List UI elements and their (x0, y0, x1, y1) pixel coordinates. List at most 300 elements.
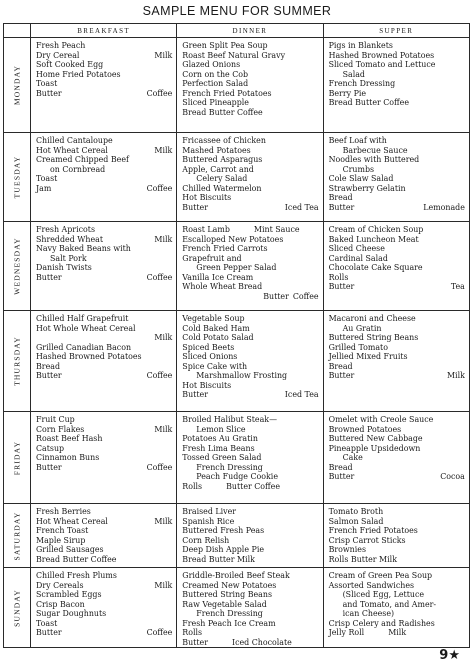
menu-item-text: and Tomato, and Amer- (342, 599, 437, 609)
menu-item (182, 79, 318, 89)
menu-item-text: (Sliced Egg, Lettuce (342, 590, 425, 600)
day-label: WEDNESDAY (12, 237, 22, 295)
menu-item (329, 581, 465, 591)
menu-item (329, 362, 465, 372)
menu-item-text: Chilled Fresh Plums (36, 571, 117, 580)
day-row-thursday (4, 311, 470, 412)
menu-item (182, 225, 318, 235)
menu-item (36, 517, 172, 527)
menu-item (329, 628, 465, 638)
menu-item (36, 536, 172, 546)
menu-item-text: French Dressing (328, 79, 396, 89)
menu-item-text: Barbecue Sauce (342, 145, 408, 155)
menu-item-text: Buttered New Cabbage (328, 434, 423, 444)
menu-item (36, 273, 172, 283)
menu-item (36, 463, 172, 473)
menu-item-text: Hot Biscuits (182, 193, 232, 203)
menu-item-beverage: Mint Sauce (253, 225, 300, 234)
dinner-cell (177, 311, 323, 412)
menu-item (182, 314, 318, 324)
menu-item (36, 444, 172, 454)
menu-item (329, 70, 465, 80)
menu-item (329, 60, 465, 70)
menu-item-text: Butter (182, 202, 208, 212)
menu-item-beverage: Coffee (146, 371, 173, 381)
menu-item-text: Broiled Halibut Steak— (182, 415, 277, 424)
menu-item-text: Mashed Potatoes (182, 145, 251, 155)
day-label: FRIDAY (12, 440, 22, 475)
menu-item (182, 415, 318, 425)
menu-item-text: Bread (328, 361, 353, 371)
menu-item (329, 333, 465, 343)
menu-item-text: Corn Flakes (36, 424, 85, 434)
menu-item-text: Buttered String Beans (328, 333, 419, 343)
menu-item-text: Bread Butter Coffee (328, 98, 410, 108)
menu-item (36, 571, 172, 581)
menu-item (182, 343, 318, 353)
menu-item (36, 235, 172, 245)
menu-item (36, 146, 172, 156)
breakfast-cell (31, 38, 177, 133)
supper-cell (323, 412, 469, 504)
menu-item-text: Whole Wheat Bread (182, 282, 263, 292)
supper-cell (323, 133, 469, 222)
day-label-cell (4, 311, 31, 412)
menu-item (329, 545, 465, 555)
menu-item (182, 444, 318, 454)
menu-item-text: Bread Butter Coffee (36, 554, 117, 564)
menu-item-text: ican Cheese) (342, 609, 395, 619)
menu-item (329, 89, 465, 99)
menu-item (182, 628, 318, 638)
menu-item (182, 517, 318, 527)
menu-item (36, 545, 172, 555)
menu-item-text: French Fried Potatoes (328, 526, 418, 536)
menu-item (329, 600, 465, 610)
supper-cell (323, 504, 469, 568)
menu-item (182, 472, 318, 482)
supper-header: SUPPER (323, 24, 469, 38)
menu-item (182, 235, 318, 245)
menu-item-text: Spiced Beets (182, 342, 235, 352)
menu-item-text: Chilled Watermelon (182, 183, 262, 193)
day-header-blank (4, 24, 31, 38)
menu-item (36, 581, 172, 591)
menu-item-text: Butter (328, 472, 355, 482)
menu-item-text: Cole Slaw Salad (328, 174, 394, 184)
menu-item-text: Jelly Roll (328, 628, 365, 638)
menu-item (182, 108, 318, 118)
menu-item (182, 352, 318, 362)
menu-item-text: Rolls (182, 481, 203, 491)
menu-item-text: French Dressing (196, 609, 263, 619)
menu-item-text: Butter (36, 462, 62, 472)
menu-item-text: Butter (182, 390, 208, 400)
menu-item-text: Jellied Mixed Fruits (328, 352, 408, 362)
menu-item-text: Chilled Half Grapefruit (36, 314, 129, 323)
menu-item-text: Hot Biscuits (182, 380, 232, 390)
menu-item (36, 415, 172, 425)
supper-cell (323, 568, 469, 648)
day-label-cell (4, 568, 31, 648)
dinner-header: DINNER (177, 24, 323, 38)
menu-item (182, 146, 318, 156)
menu-item (36, 244, 172, 254)
menu-item-text: Deep Dish Apple Pie (182, 545, 265, 555)
menu-item-text: Peach Fudge Cookie (196, 472, 278, 482)
menu-item-text: Beef Loaf with (328, 136, 387, 145)
menu-item-text: Au Gratin (342, 323, 382, 333)
menu-item (182, 70, 318, 80)
menu-item (182, 244, 318, 254)
page-number: 9★ (439, 648, 460, 663)
menu-item (329, 273, 465, 283)
menu-item-beverage: Coffee (146, 462, 173, 472)
menu-item (36, 165, 172, 175)
menu-item (36, 526, 172, 536)
menu-item-text: Cream of Chicken Soup (328, 225, 424, 234)
menu-item-beverage: Milk (154, 580, 173, 590)
dinner-cell (177, 504, 323, 568)
menu-item-text: Corn on the Cob (182, 69, 249, 79)
menu-table (3, 23, 470, 648)
menu-item (182, 263, 318, 273)
menu-item-text: Butter (36, 628, 62, 638)
menu-item-text: French Toast (36, 526, 89, 536)
menu-item (182, 507, 318, 517)
menu-item (182, 619, 318, 629)
menu-title: SAMPLE MENU FOR SUMMER (142, 4, 332, 18)
menu-item (329, 526, 465, 536)
menu-item (36, 225, 172, 235)
menu-item-text: Grilled Canadian Bacon (36, 342, 132, 352)
menu-item-text: Macaroni and Cheese (328, 314, 416, 323)
menu-item-text: Glazed Onions (182, 60, 241, 70)
breakfast-cell (31, 222, 177, 311)
menu-item-text: Buttered String Beans (182, 590, 273, 600)
menu-item (182, 333, 318, 343)
day-row-monday (4, 38, 470, 133)
menu-item-text: Chilled Cantaloupe (36, 136, 113, 145)
menu-item-text: Butter (328, 371, 355, 381)
day-label-cell (4, 504, 31, 568)
menu-item-text: Butter (36, 272, 62, 282)
menu-item-text: Rolls (328, 272, 349, 282)
menu-item (182, 254, 318, 264)
menu-item-text: Berry Pie (328, 88, 367, 98)
menu-item-text: Sugar Doughnuts (36, 609, 107, 619)
menu-item (329, 136, 465, 146)
menu-item (182, 590, 318, 600)
menu-item-text: Hot Wheat Cereal (36, 145, 108, 155)
breakfast-cell (31, 133, 177, 222)
day-row-tuesday (4, 133, 470, 222)
menu-item (182, 98, 318, 108)
menu-item-text: Buttered Fresh Peas (182, 526, 265, 536)
day-label-cell (4, 133, 31, 222)
menu-item-text: Noodles with Buttered (328, 155, 420, 165)
menu-item (182, 638, 318, 648)
menu-item-text: Grilled Tomato (328, 342, 388, 352)
menu-item-text: Crisp Carrot Sticks (328, 535, 406, 545)
menu-item (36, 51, 172, 61)
menu-item-text: Vegetable Soup (182, 314, 245, 323)
menu-item-text: Brownies (328, 545, 366, 555)
menu-item-text: Perfection Salad (182, 79, 249, 89)
menu-item (329, 193, 465, 203)
menu-item-text: Butter (328, 202, 355, 212)
menu-item-text: Chocolate Cake Square (328, 263, 423, 273)
menu-item (182, 555, 318, 565)
menu-item-text: Bread Butter Milk (182, 554, 255, 564)
menu-item-beverage: Coffee (292, 291, 319, 301)
menu-item (329, 415, 465, 425)
menu-item-text: Sliced Onions (182, 352, 238, 362)
menu-item-text: Salad (342, 69, 365, 79)
supper-cell (323, 311, 469, 412)
menu-item (36, 425, 172, 435)
menu-item-text: Butter (36, 371, 62, 381)
menu-item (182, 292, 318, 302)
menu-item (36, 41, 172, 51)
menu-item (329, 324, 465, 334)
menu-item (182, 390, 318, 400)
menu-item-text: Sliced Cheese (328, 244, 385, 254)
menu-item (36, 352, 172, 362)
menu-item (182, 165, 318, 175)
menu-item-text: Toast (36, 79, 58, 89)
menu-item (329, 165, 465, 175)
menu-item-text: Cake (342, 453, 363, 463)
menu-item-text: Scrambled Eggs (36, 590, 102, 600)
menu-item (329, 536, 465, 546)
menu-item-text: Pineapple Upsidedown (328, 443, 421, 453)
breakfast-header: BREAKFAST (31, 24, 177, 38)
menu-item-beverage: Milk (154, 50, 173, 60)
menu-item-text: Butter (182, 637, 208, 647)
menu-item (329, 352, 465, 362)
menu-item-text: Rolls (182, 628, 203, 638)
menu-item-text: on Cornbread (50, 164, 106, 174)
menu-item-text: Sliced Tomato and Lettuce (328, 60, 436, 70)
menu-item (182, 463, 318, 473)
menu-item-text: Cream of Green Pea Soup (328, 571, 433, 580)
menu-item-beverage: Coffee (146, 88, 173, 98)
menu-item (36, 600, 172, 610)
menu-item-text: Tossed Green Salad (182, 453, 262, 463)
menu-item (329, 507, 465, 517)
menu-item (329, 590, 465, 600)
menu-item (182, 453, 318, 463)
menu-item-text: Fresh Peach Ice Cream (182, 618, 276, 628)
menu-item-text: Apple, Carrot and (182, 164, 254, 174)
menu-item-text: Hashed Browned Potatoes (36, 352, 142, 362)
menu-item-text: Home Fried Potatoes (36, 69, 121, 79)
menu-item-text: Hashed Browned Potatoes (328, 50, 435, 60)
menu-item (36, 136, 172, 146)
menu-item (36, 609, 172, 619)
menu-item (329, 263, 465, 273)
day-row-sunday (4, 568, 470, 648)
menu-item-text: Fricassee of Chicken (182, 136, 266, 145)
menu-item-text: Celery Salad (196, 174, 248, 184)
menu-item-text: Buttered Asparagus (182, 155, 263, 165)
menu-item-text: Fresh Berries (36, 507, 91, 516)
menu-item-beverage: Milk (154, 145, 173, 155)
menu-item (329, 517, 465, 527)
menu-item-text: Raw Vegetable Salad (182, 599, 267, 609)
day-label-cell (4, 412, 31, 504)
breakfast-cell (31, 311, 177, 412)
menu-item (182, 425, 318, 435)
menu-item (329, 444, 465, 454)
menu-item (182, 545, 318, 555)
menu-item-beverage: Milk (154, 516, 173, 526)
menu-item-text: Danish Twists (36, 263, 92, 273)
menu-item (36, 371, 172, 381)
menu-item-text: Navy Baked Beans with (36, 244, 131, 254)
day-label: THURSDAY (12, 336, 22, 386)
menu-item-text: Dry Cereals (36, 580, 84, 590)
menu-item-beverage: Butter Coffee (226, 481, 280, 491)
menu-item-text: French Dressing (196, 462, 263, 472)
menu-item (329, 314, 465, 324)
menu-item-text: Strawberry Gelatin (328, 183, 406, 193)
menu-item-text: Sliced Pineapple (182, 98, 249, 108)
menu-item (36, 314, 172, 324)
breakfast-cell (31, 504, 177, 568)
day-row-saturday (4, 504, 470, 568)
menu-item-text: Hot Whole Wheat Cereal (36, 323, 136, 333)
menu-item-text: Butter (36, 88, 62, 98)
menu-item (36, 628, 172, 638)
menu-item (329, 254, 465, 264)
menu-item (329, 343, 465, 353)
menu-item-text: Rolls Butter Milk (328, 554, 397, 564)
menu-item (182, 282, 318, 292)
menu-item (36, 333, 172, 343)
menu-item (329, 98, 465, 108)
menu-item-text: Green Pepper Salad (196, 263, 277, 273)
menu-item (36, 434, 172, 444)
menu-item (36, 263, 172, 273)
menu-item (36, 343, 172, 353)
menu-item-beverage: Milk (154, 424, 173, 434)
menu-item (182, 273, 318, 283)
menu-item-text: Jam (36, 183, 52, 193)
menu-item (329, 609, 465, 619)
menu-item (36, 619, 172, 629)
menu-item-text: Grilled Sausages (36, 545, 104, 555)
menu-item (182, 51, 318, 61)
menu-item-text: Tomato Broth (328, 507, 384, 516)
menu-item-text: Roast Beef Hash (36, 434, 103, 444)
menu-item-text: Omelet with Creole Sauce (328, 415, 434, 424)
menu-item-text: Green Split Pea Soup (182, 41, 268, 50)
menu-item-text: Dry Cereal (36, 50, 80, 60)
menu-item (329, 146, 465, 156)
menu-item (36, 155, 172, 165)
menu-item (36, 89, 172, 99)
dinner-cell (177, 568, 323, 648)
menu-item-text: Spice Cake with (182, 361, 248, 371)
menu-item-text: Creamed New Potatoes (182, 580, 277, 590)
menu-item-text: Griddle-Broiled Beef Steak (182, 571, 290, 580)
menu-item-beverage: Milk (388, 628, 407, 638)
menu-item-text: Cinnamon Buns (36, 453, 100, 463)
breakfast-cell (31, 412, 177, 504)
menu-item (36, 70, 172, 80)
menu-item (329, 235, 465, 245)
day-label-cell (4, 38, 31, 133)
menu-item (182, 571, 318, 581)
menu-item (36, 362, 172, 372)
menu-item-text: Creamed Chipped Beef (36, 155, 129, 165)
menu-item (182, 155, 318, 165)
menu-item-text: French Fried Potatoes (182, 88, 272, 98)
menu-item (329, 79, 465, 89)
menu-item (182, 362, 318, 372)
menu-item-text: Fruit Cup (36, 415, 75, 424)
menu-item (329, 155, 465, 165)
menu-item (36, 507, 172, 517)
menu-item (182, 609, 318, 619)
menu-item-text: Spanish Rice (182, 516, 235, 526)
menu-item (329, 453, 465, 463)
day-label: TUESDAY (12, 155, 22, 199)
menu-item-text: Fresh Lima Beans (182, 443, 255, 453)
menu-item (329, 51, 465, 61)
menu-item (329, 184, 465, 194)
menu-item-text: Milk (154, 333, 173, 343)
header-row (4, 24, 470, 38)
menu-item-beverage: Coffee (146, 183, 173, 193)
menu-item-beverage: Iced Tea (284, 202, 319, 212)
menu-item (329, 244, 465, 254)
menu-item-text: Bread (36, 361, 60, 371)
menu-item (182, 174, 318, 184)
day-row-friday (4, 412, 470, 504)
menu-item (182, 193, 318, 203)
menu-item (182, 371, 318, 381)
menu-item (182, 60, 318, 70)
menu-item (329, 225, 465, 235)
menu-item (182, 41, 318, 51)
menu-item-beverage: Iced Chocolate (231, 637, 292, 647)
menu-item (36, 555, 172, 565)
menu-item-text: Crisp Celery and Radishes (328, 618, 435, 628)
menu-item-beverage: Cocoa (440, 472, 465, 482)
dinner-cell (177, 133, 323, 222)
menu-item-text: Salt Pork (50, 253, 87, 263)
menu-item (36, 184, 172, 194)
menu-item-text: Crumbs (342, 164, 375, 174)
menu-item-beverage: Milk (154, 234, 173, 244)
menu-item (329, 203, 465, 213)
menu-item (182, 434, 318, 444)
menu-item (329, 571, 465, 581)
menu-item (182, 600, 318, 610)
menu-item-text: Shredded Wheat (36, 234, 103, 244)
menu-item (329, 174, 465, 184)
menu-item-beverage: Coffee (146, 272, 173, 282)
menu-item-text: Fresh Peach (36, 41, 86, 50)
menu-item-text: Cold Baked Ham (182, 323, 250, 333)
menu-item-text: Pigs in Blankets (328, 41, 393, 50)
menu-item-text: Escalloped New Potatoes (182, 234, 284, 244)
menu-item-text: Toast (36, 174, 58, 184)
dinner-cell (177, 38, 323, 133)
